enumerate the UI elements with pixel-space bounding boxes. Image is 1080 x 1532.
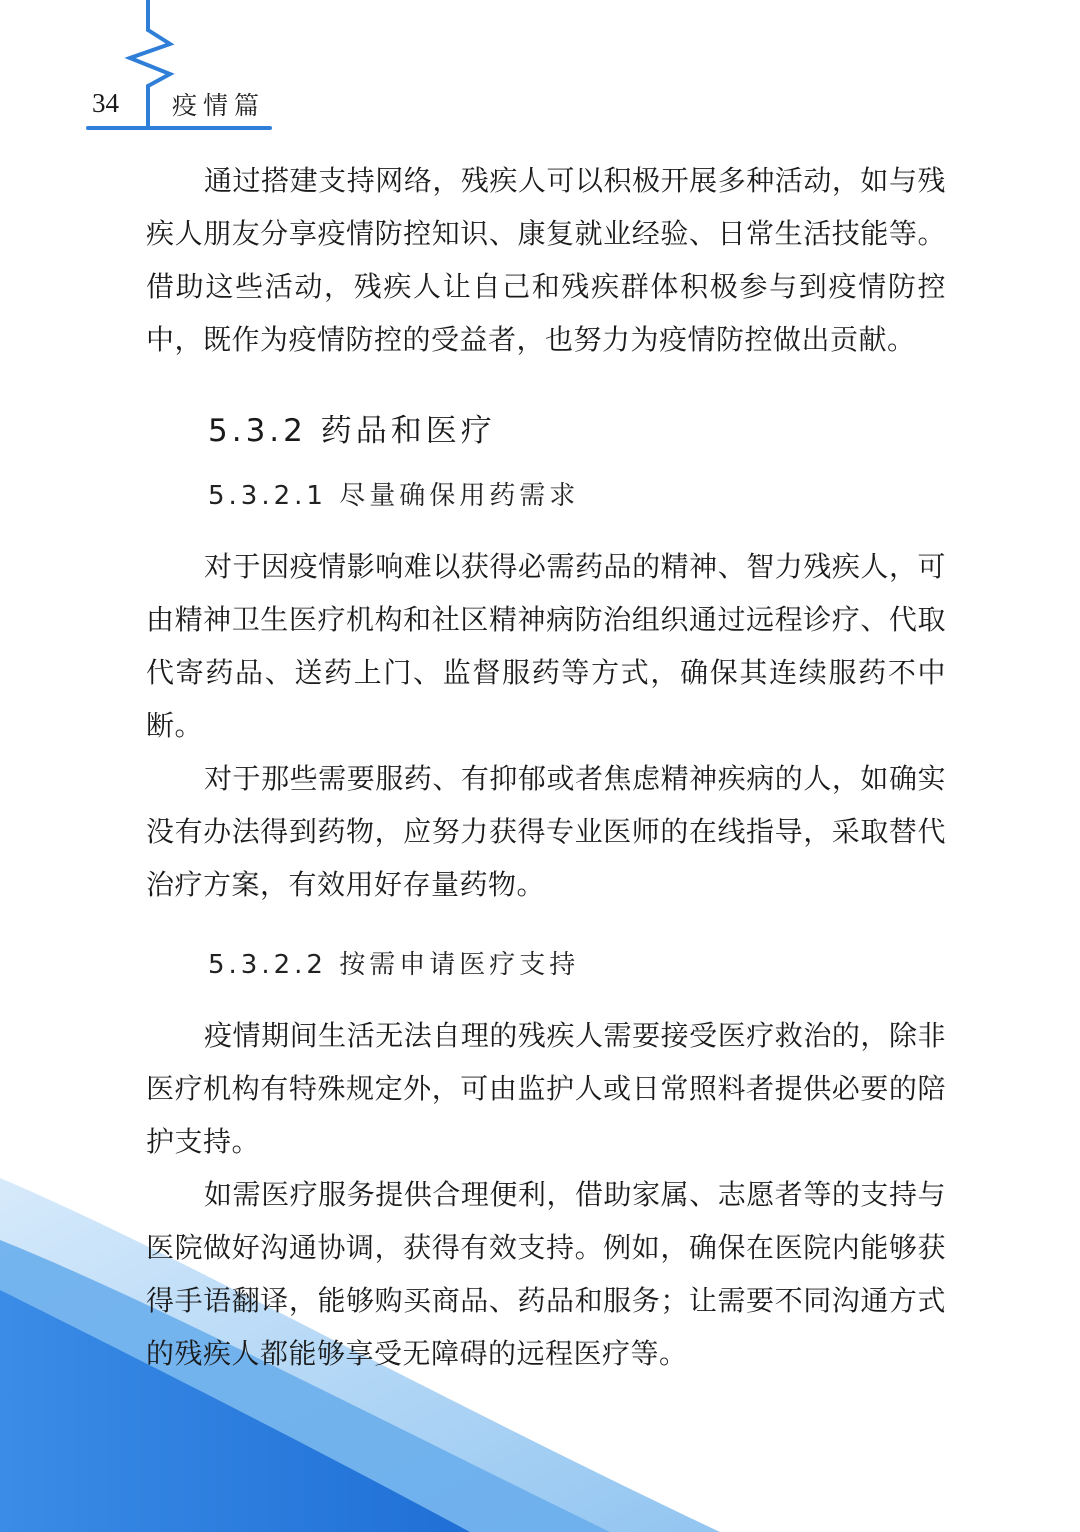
heading-5-3-2-2: 5.3.2.2 按需申请医疗支持 — [208, 950, 580, 980]
paragraph-5: 如需医疗服务提供合理便利，借助家属、志愿者等的支持与医院做好沟通协调，获得有效支持。例如，确保在医院内能够获得手语翻译，能够购买商品、药品和服务；让需要不同沟通方式的残疾人都能够享受无障碍的远程医疗等。 — [146, 1178, 946, 1370]
section-label: 疫情篇 — [172, 91, 266, 120]
paragraph-3: 对于那些需要服药、有抑郁或者焦虑精神疾病的人，如确实没有办法得到药物，应努力获得专业医师的在线指导，采取替代治疗方案，有效用好存量药物。 — [146, 762, 946, 901]
paragraph-2: 对于因疫情影响难以获得必需药品的精神、智力残疾人，可由精神卫生医疗机构和社区精神病防治组织通过远程诊疗、代取代寄药品、送药上门、监督服药等方式，确保其连续服药不中断。 — [146, 550, 946, 742]
paragraph-1: 通过搭建支持网络，残疾人可以积极开展多种活动，如与残疾人朋友分享疫情防控知识、康复就业经验、日常生活技能等。借助这些活动，残疾人让自己和残疾群体积极参与到疫情防控中，既作为疫情防控的受益者，也努力为疫情防控做出贡献。 — [146, 164, 946, 356]
page-number: 34 — [92, 88, 119, 118]
paragraph-4: 疫情期间生活无法自理的残疾人需要接受医疗救治的，除非医疗机构有特殊规定外，可由监护人或日常照料者提供必要的陪护支持。 — [146, 1019, 946, 1158]
heading-5-3-2: 5.3.2 药品和医疗 — [208, 413, 496, 449]
page-content — [146, 154, 946, 1380]
heading-5-3-2-1: 5.3.2.1 尽量确保用药需求 — [208, 481, 580, 511]
